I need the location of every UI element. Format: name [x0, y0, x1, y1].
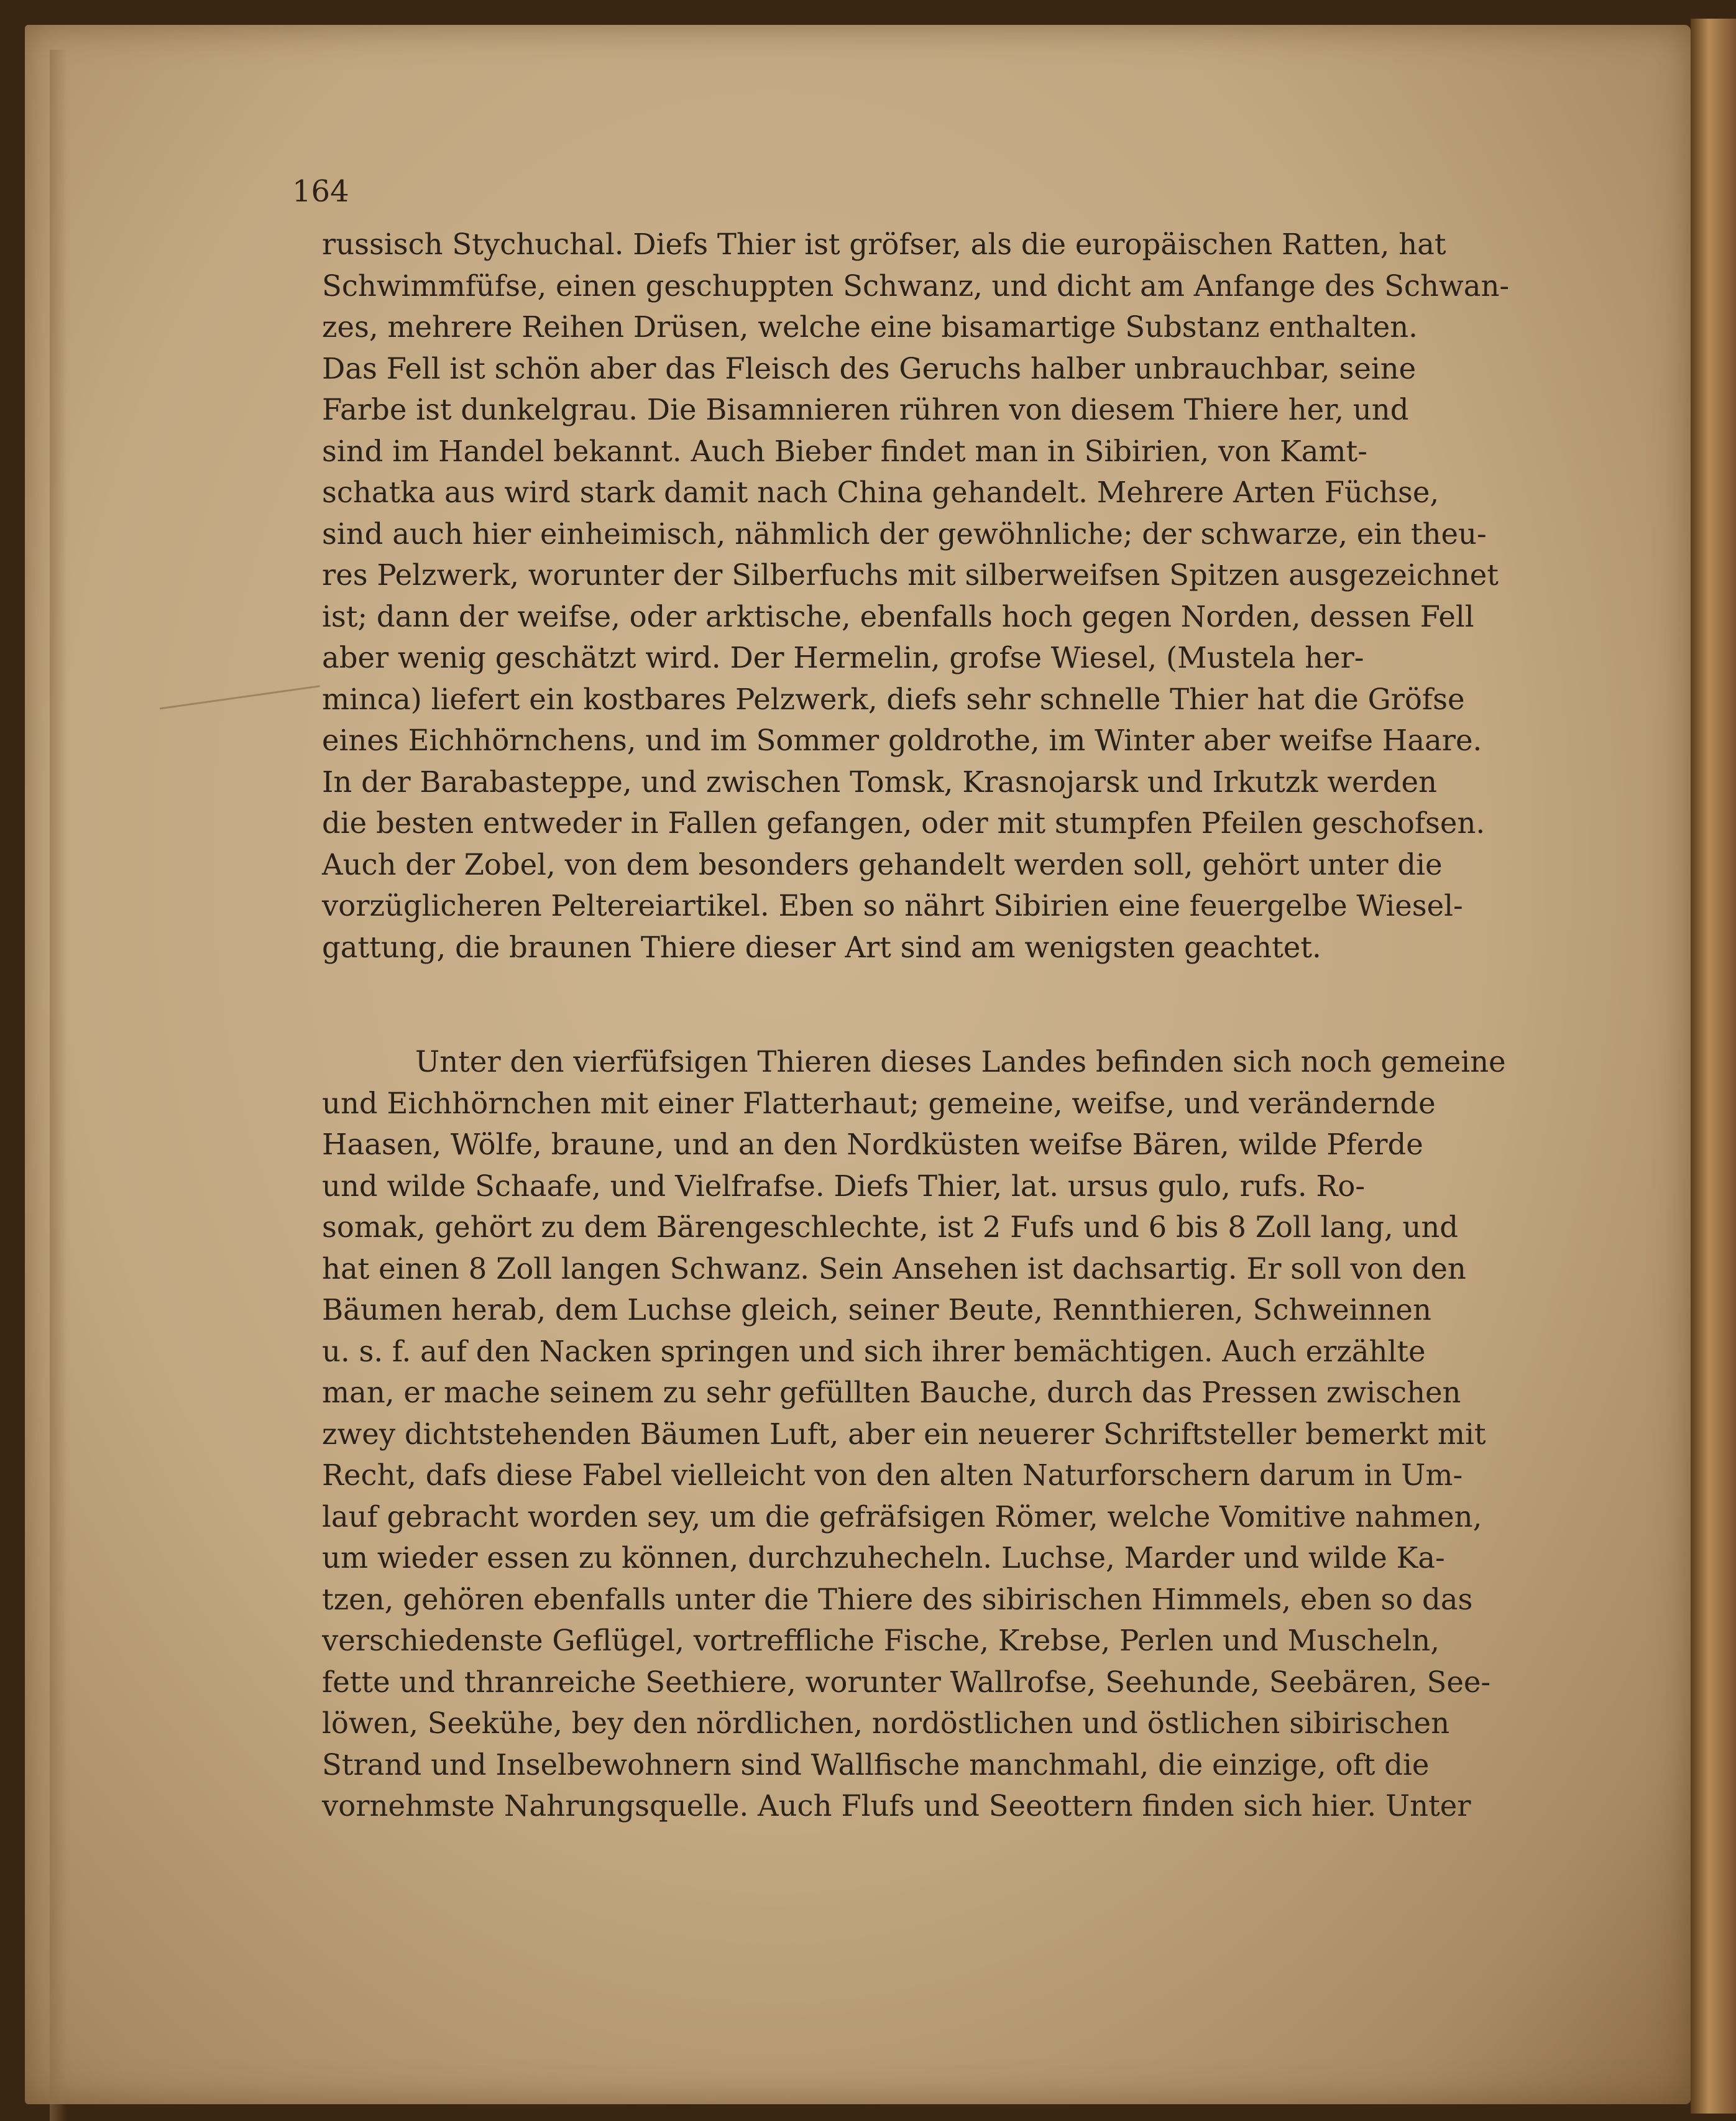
text-line: und wilde Schaafe, und Vielfrafse. Diefs Thier, lat. ursus gulo, rufs. Ro- — [322, 1169, 1366, 1203]
text-line: verschiedenste Geflügel, vortreffliche Fische, Krebse, Perlen und Muscheln, — [322, 1624, 1440, 1657]
text-line: Farbe ist dunkelgrau. Die Bisamnieren rühren von diesem Thiere her, und — [322, 393, 1409, 426]
text-line: eines Eichhörnchens, und im Sommer goldrothe, im Winter aber weifse Haare. — [322, 724, 1482, 757]
text-line: somak, gehört zu dem Bärengeschlechte, ist 2 Fufs und 6 bis 8 Zoll lang, und — [322, 1210, 1459, 1244]
text-line: zes, mehrere Reihen Drüsen, welche eine bisamartige Substanz enthalten. — [322, 310, 1418, 344]
text-line: um wieder essen zu können, durchzuhecheln. Luchse, Marder und wilde Ka- — [322, 1541, 1445, 1575]
text-line: In der Barabasteppe, und zwischen Tomsk, Krasnojarsk und Irkutzk werden — [322, 765, 1437, 799]
page-gutter-shadow — [50, 50, 67, 2121]
page-number: 164 — [292, 174, 349, 209]
text-line: Haasen, Wölfe, braune, und an den Nordküsten weifse Bären, wilde Pferde — [322, 1128, 1423, 1161]
text-line: tzen, gehören ebenfalls unter die Thiere des sibirischen Himmels, eben so das — [322, 1582, 1473, 1616]
text-line: res Pelzwerk, worunter der Silberfuchs mit silberweifsen Spitzen ausgezeichnet — [322, 558, 1499, 592]
book-fore-edge — [1691, 19, 1736, 2114]
paper-crease — [160, 685, 325, 747]
text-line: fette und thranreiche Seethiere, worunter Wallrofse, Seehunde, Seebären, See- — [322, 1665, 1491, 1699]
text-line: Schwimmfüfse, einen geschuppten Schwanz, und dicht am Anfange des Schwan- — [322, 269, 1510, 303]
text-line: die besten entweder in Fallen gefangen, oder mit stumpfen Pfeilen geschofsen. — [322, 806, 1486, 840]
text-line: Das Fell ist schön aber das Fleisch des Geruchs halber unbrauchbar, seine — [322, 351, 1417, 385]
text-line: minca) liefert ein kostbares Pelzwerk, diefs sehr schnelle Thier hat die Gröfse — [322, 682, 1465, 716]
text-line: und Eichhörnchen mit einer Flatterhaut; gemeine, weifse, und verändernde — [322, 1086, 1436, 1120]
text-line: sind auch hier einheimisch, nähmlich der gewöhnliche; der schwarze, ein theu- — [322, 517, 1487, 551]
paragraph-2 — [322, 1041, 1602, 1827]
text-line: u. s. f. auf den Nacken springen und sich ihrer bemächtigen. Auch erzählte — [322, 1334, 1426, 1368]
text-line: Unter den vierfüfsigen Thieren dieses Landes befinden sich noch gemeine — [415, 1045, 1506, 1079]
paragraph-1 — [322, 224, 1602, 968]
text-line: Auch der Zobel, von dem besonders gehandelt werden soll, gehört unter die — [322, 847, 1443, 881]
text-line: hat einen 8 Zoll langen Schwanz. Sein Ansehen ist dachsartig. Er soll von den — [322, 1251, 1466, 1286]
text-line: russisch Stychuchal. Diefs Thier ist gröfser, als die europäischen Ratten, hat — [322, 228, 1446, 261]
text-line: schatka aus wird stark damit nach China gehandelt. Mehrere Arten Füchse, — [322, 476, 1440, 509]
text-line: Strand und Inselbewohnern sind Wallfische manchmahl, die einzige, oft die — [322, 1747, 1430, 1782]
text-line: gattung, die braunen Thiere dieser Art sind am wenigsten geachtet. — [322, 930, 1321, 964]
text-line: ist; dann der weifse, oder arktische, ebenfalls hoch gegen Norden, dessen Fell — [322, 599, 1474, 633]
text-line: Bäumen herab, dem Luchse gleich, seiner Beute, Rennthieren, Schweinnen — [322, 1293, 1431, 1327]
text-line: vorzüglicheren Peltereiartikel. Eben so nährt Sibirien eine feuergelbe Wiesel- — [322, 889, 1463, 922]
text-line: lauf gebracht worden sey, um die gefräfsigen Römer, welche Vomitive nahmen, — [322, 1499, 1482, 1534]
text-line: zwey dichtstehenden Bäumen Luft, aber ein neuerer Schriftsteller bemerkt mit — [322, 1417, 1486, 1451]
text-line: vornehmste Nahrungsquelle. Auch Flufs und Seeottern finden sich hier. Unter — [322, 1789, 1471, 1823]
text-line: aber wenig geschätzt wird. Der Hermelin, grofse Wiesel, (Mustela her- — [322, 641, 1364, 674]
text-line: Recht, dafs diese Fabel vielleicht von den alten Naturforschern darum in Um- — [322, 1458, 1463, 1492]
text-line: löwen, Seekühe, bey den nördlichen, nordöstlichen und östlichen sibirischen — [322, 1706, 1450, 1740]
text-line: sind im Handel bekannt. Auch Bieber findet man in Sibirien, von Kamt- — [322, 434, 1367, 468]
text-line: man, er mache seinem zu sehr gefüllten Bauche, durch das Pressen zwischen — [322, 1376, 1461, 1409]
